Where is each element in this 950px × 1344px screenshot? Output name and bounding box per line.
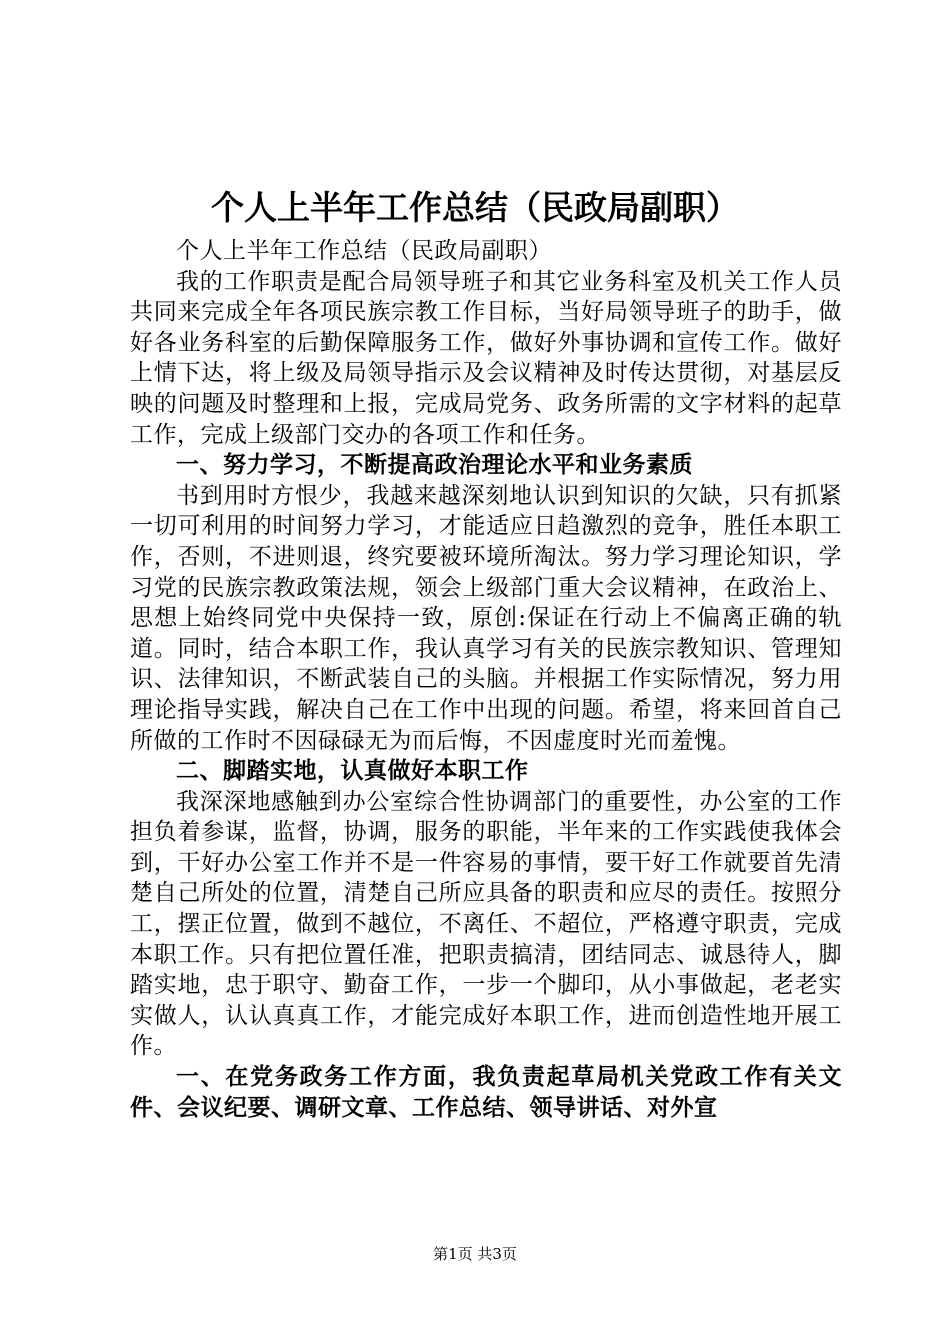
section-heading-work: 二、脚踏实地，认真做好本职工作 [176,757,529,785]
document-body [130,236,842,1123]
paragraph-study: 书到用时方恨少，我越来越深刻地认识到知识的欠缺，只有抓紧一切可利用的时间努力学习，才能适应日趋激烈的竞争，胜任本职工作，否则，不进则退，终究要被环境所淘汰。努力学习理论知识，学习党的民族宗教政策法规，领会上级部门重大会议精神，在政治上、思想上始终同党中央保持一致，原创:保证在行动上不偏离正确的轨道。同时，结合本职工作，我认真学习有关的民族宗教知识、管理知识、法律知识，不断武装自己的头脑。并根据工作实际情况，努力用理论指导实践，解决自己在工作中出现的问题。希望，将来回首自己所做的工作时不因碌碌无为而后悔，不因虚度时光而羞愧。 [130,482,842,754]
paragraph-work: 我深深地感触到办公室综合性协调部门的重要性，办公室的工作担负着参谋，监督，协调，服务的职能，半年来的工作实践使我体会到，干好办公室工作并不是一件容易的事情，要干好工作就要首先清楚自己所处的位置，清楚自己所应具备的职责和应尽的责任。按照分工，摆正位置，做到不越位，不离任、不超位，严格遵守职责，完成本职工作。只有把位置任准，把职责搞清，团结同志、诚恳待人，脚踏实地，忠于职守、勤奋工作，一步一个脚印，从小事做起，老老实实做人，认认真真工作，才能完成好本职工作，进而创造性地开展工作。 [130,788,842,1060]
page-number-footer: 第1页 共3页 [433,1245,517,1263]
document-title: 个人上半年工作总结（民政局副职） [211,188,739,227]
paragraph-subtitle: 个人上半年工作总结（民政局副职） [176,238,552,264]
section-heading-study: 一、努力学习，不断提高政治理论水平和业务素质 [176,451,693,479]
section-heading-party-affairs: 一、在党务政务工作方面，我负责起草局机关党政工作有关文件、会议纪要、调研文章、工作总结、领导讲话、对外宣 [130,1063,842,1121]
paragraph-duties: 我的工作职责是配合局领导班子和其它业务科室及机关工作人员共同来完成全年各项民族宗教工作目标，当好局领导班子的助手，做好各业务科室的后勤保障服务工作，做好外事协调和宣传工作。做好上情下达，将上级及局领导指示及会议精神及时传达贯彻，对基层反映的问题及时整理和上报，完成局党务、政务所需的文字材料的起草工作，完成上级部门交办的各项工作和任务。 [130,268,842,448]
